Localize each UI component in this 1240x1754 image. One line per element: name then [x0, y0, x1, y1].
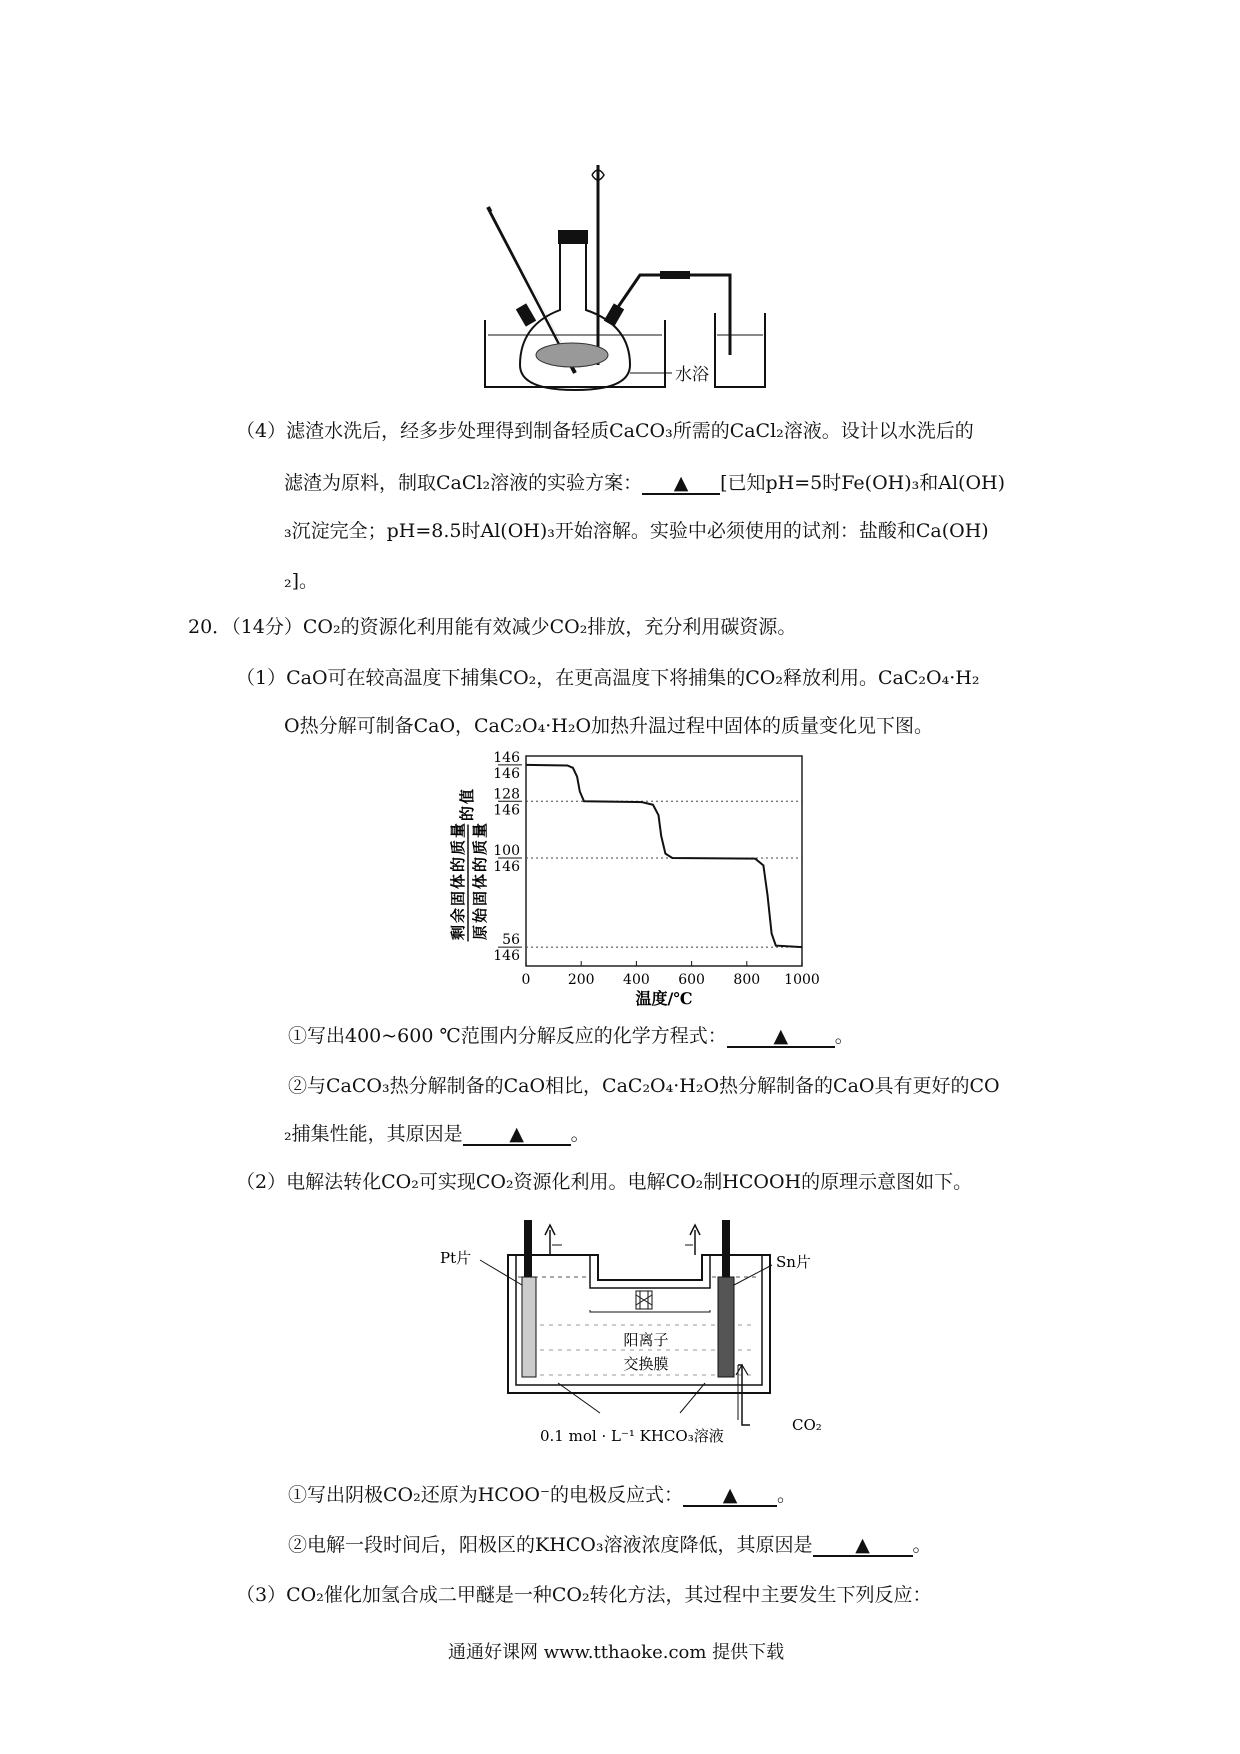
y-tick-label [493, 932, 522, 964]
q20-part1-label: （1） [236, 667, 287, 689]
q20-stem: 20．（14分）CO₂的资源化利用能有效减少CO₂排放，充分利用碳资源。 [188, 616, 797, 638]
q20-part2-sub1: ①写出阴极CO₂还原为HCOO⁻的电极反应式： ▲ 。 [288, 1484, 797, 1506]
svg-text:128: 128 [493, 786, 520, 803]
svg-text:固: 固 [471, 890, 489, 907]
q20-part1-line2: O热分解可制备CaO，CaC₂O₄·H₂O加热升温过程中固体的质量变化见下图。 [284, 715, 934, 737]
x-tick-label: 1000 [784, 972, 820, 988]
svg-text:的: 的 [471, 856, 489, 873]
x-tick-label: 600 [678, 972, 705, 988]
membrane-label-line2: 交换膜 [623, 1355, 669, 1373]
q20-part1-sub1: ①写出400~600 ℃范围内分解反应的化学方程式： ▲ 。 [288, 1025, 854, 1047]
q20-part1-sub2-line1: ②与CaCO₃热分解制备的CaO相比，CaC₂O₄·H₂O热分解制备的CaO具有更好的CO [288, 1075, 1000, 1097]
answer-blank[interactable]: ▲ [813, 1535, 913, 1557]
q20-part1-line1: （1）CaO可在较高温度下捕集CO₂，在更高温度下将捕集的CO₂释放利用。CaC₂O₄·H₂ [236, 667, 980, 689]
sn-electrode-label: Sn片 [776, 1253, 811, 1271]
y-tick-label [493, 786, 522, 818]
svg-text:剩: 剩 [449, 924, 467, 941]
svg-text:余: 余 [449, 907, 467, 924]
pt-electrode-label: Pt片 [440, 1249, 472, 1267]
q20-number: 20． [188, 616, 232, 638]
q20-part1-sub2-line2: ₂捕集性能，其原因是 ▲ 。 [284, 1123, 590, 1145]
q19-part4-label: （4） [236, 420, 287, 442]
svg-text:量: 量 [471, 822, 489, 839]
answer-blank[interactable]: ▲ [642, 473, 720, 495]
answer-blank[interactable]: ▲ [683, 1485, 777, 1507]
apparatus-figure [480, 165, 780, 395]
q20-part3-label: （3） [236, 1584, 287, 1606]
svg-text:56: 56 [502, 932, 520, 949]
svg-text:146: 146 [493, 802, 520, 819]
svg-text:质: 质 [449, 839, 467, 856]
svg-text:原: 原 [471, 924, 489, 941]
svg-text:体: 体 [449, 873, 467, 890]
answer-blank[interactable]: ▲ [463, 1124, 571, 1146]
answer-blank[interactable]: ▲ [727, 1026, 835, 1048]
x-tick-label: 200 [567, 972, 595, 988]
x-axis-label: 温度/℃ [635, 989, 693, 1008]
q20-part2-label: （2） [236, 1171, 287, 1193]
q20-part2-sub2: ②电解一段时间后，阳极区的KHCO₃溶液浓度降低，其原因是 ▲ 。 [288, 1534, 932, 1556]
x-tick-label: 800 [733, 972, 761, 988]
y-tick-label [493, 843, 522, 875]
page-footer: 通通好课网 www.tthaoke.com 提供下载 [448, 1642, 785, 1663]
svg-text:100: 100 [493, 843, 520, 860]
co2-inlet-label: CO₂ [792, 1416, 822, 1434]
y-axis-label [449, 789, 489, 942]
q19-part4-line3: ₃沉淀完全；pH=8.5时Al(OH)₃开始溶解。实验中必须使用的试剂：盐酸和Ca(OH) [284, 520, 989, 542]
svg-text:始: 始 [471, 907, 489, 924]
svg-text:的: 的 [458, 805, 476, 822]
svg-text:量: 量 [449, 822, 467, 839]
membrane-label-line1: 阳离子 [623, 1331, 669, 1349]
svg-text:146: 146 [493, 948, 520, 965]
solution-label: 0.1 mol · L⁻¹ KHCO₃溶液 [540, 1427, 724, 1445]
thermogravimetric-chart [440, 748, 830, 1010]
electrolysis-diagram [440, 1215, 860, 1450]
x-tick-label: 0 [521, 972, 531, 988]
mass-curve [526, 765, 802, 947]
x-tick-label: 400 [623, 972, 650, 988]
y-tick-label [493, 750, 522, 782]
svg-text:146: 146 [493, 765, 520, 782]
svg-text:体: 体 [471, 873, 489, 890]
q19-part4-line2: 滤渣为原料，制取CaCl₂溶液的实验方案： ▲ [已知pH=5时Fe(OH)₃和Al(OH) [284, 472, 1006, 494]
svg-text:值: 值 [458, 788, 476, 805]
water-bath-label: 水浴 [675, 365, 709, 385]
svg-text:的: 的 [449, 856, 467, 873]
q19-part4-line1: （4）滤渣水洗后，经多步处理得到制备轻质CaCO₃所需的CaCl₂溶液。设计以水洗后的 [236, 420, 974, 442]
svg-text:固: 固 [449, 890, 467, 907]
plot-frame [526, 756, 802, 966]
q19-part4-line4: ₂]。 [284, 570, 319, 592]
svg-text:质: 质 [471, 839, 489, 856]
q20-part2-line1: （2）电解法转化CO₂可实现CO₂资源化利用。电解CO₂制HCOOH的原理示意图如下。 [236, 1171, 973, 1193]
q20-part3-line1: （3）CO₂催化加氢合成二甲醚是一种CO₂转化方法，其过程中主要发生下列反应： [236, 1584, 932, 1606]
svg-text:146: 146 [493, 859, 520, 876]
svg-text:146: 146 [493, 749, 520, 766]
